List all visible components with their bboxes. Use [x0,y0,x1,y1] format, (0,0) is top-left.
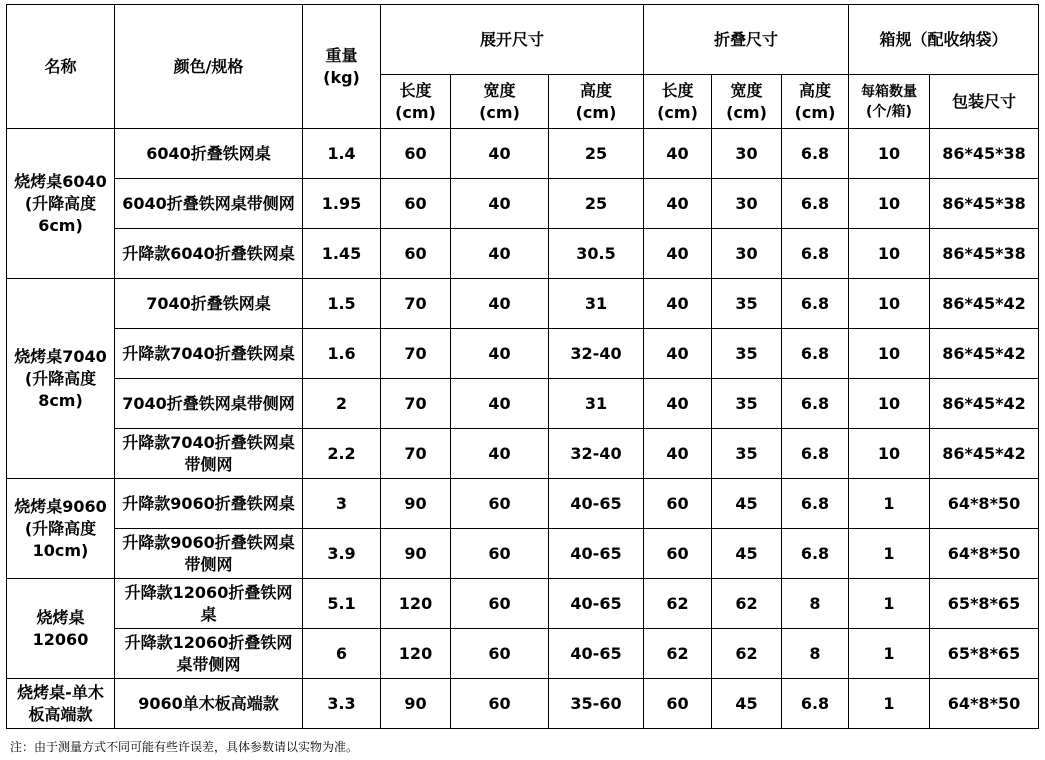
cell-folded-width: 45 [712,479,782,529]
cell-unfolded-length: 60 [381,179,451,229]
cell-unfolded-height: 40-65 [549,529,644,579]
cell-qty-per-carton: 10 [849,329,930,379]
cell-folded-length: 60 [644,529,712,579]
product-name-line: (升降高度 [24,193,97,213]
cell-unfolded-length: 90 [381,479,451,529]
product-name-line: 烧烤桌12060 [32,607,89,649]
table-row [7,629,1039,679]
cell-folded-height: 6.8 [782,179,849,229]
cell-pack-size: 86*45*38 [930,179,1039,229]
table-row [7,479,1039,529]
cell-product-name [7,129,115,279]
cell-unfolded-width: 40 [451,379,549,429]
product-name-line: (升降高度 [24,518,97,538]
cell-spec: 升降款6040折叠铁网桌 [115,229,303,279]
col-header-pack-size: 包装尺寸 [930,75,1039,129]
cell-weight: 1.5 [303,279,381,329]
footnote: 注：由于测量方式不同可能有些许误差，具体参数请以实物为准。 [10,740,359,754]
cell-qty-per-carton: 1 [849,579,930,629]
cell-unfolded-height: 30.5 [549,229,644,279]
cell-weight: 1.4 [303,129,381,179]
cell-folded-length: 40 [644,379,712,429]
cell-qty-per-carton: 1 [849,529,930,579]
cell-qty-per-carton: 10 [849,429,930,479]
table-row [7,229,1039,279]
height-label: 高度 [579,80,612,100]
cell-folded-width: 35 [712,279,782,329]
cell-spec: 7040折叠铁网桌 [115,279,303,329]
col-header-folded-width [712,75,782,129]
cell-unfolded-width: 60 [451,479,549,529]
cell-folded-height: 8 [782,579,849,629]
col-header-qty [849,75,930,129]
cell-folded-width: 30 [712,229,782,279]
cell-folded-width: 35 [712,379,782,429]
cell-unfolded-height: 40-65 [549,479,644,529]
cell-pack-size: 64*8*50 [930,479,1039,529]
table-row [7,329,1039,379]
qty-unit: (个/箱) [866,103,912,120]
table-row [7,429,1039,479]
cell-spec: 升降款9060折叠铁网桌带侧网 [115,529,303,579]
cell-unfolded-width: 60 [451,579,549,629]
product-name-line: 烧烤桌6040 [14,171,107,191]
cell-qty-per-carton: 10 [849,229,930,279]
cell-folded-width: 62 [712,629,782,679]
product-name-line: (升降高度 [24,368,97,388]
cell-folded-length: 40 [644,429,712,479]
cell-weight: 1.45 [303,229,381,279]
cell-pack-size: 86*45*38 [930,129,1039,179]
product-name-line: 板高端款 [28,704,93,724]
cell-unfolded-length: 60 [381,129,451,179]
cell-unfolded-height: 25 [549,179,644,229]
cell-spec: 7040折叠铁网桌带侧网 [115,379,303,429]
table-row [7,179,1039,229]
unit-label: (cm) [395,102,436,122]
cell-folded-width: 35 [712,329,782,379]
table-row [7,529,1039,579]
col-header-spec: 颜色/规格 [115,5,303,129]
cell-unfolded-length: 90 [381,679,451,729]
col-header-folded-length [644,75,712,129]
cell-folded-height: 6.8 [782,429,849,479]
cell-unfolded-length: 70 [381,279,451,329]
cell-spec: 升降款12060折叠铁网桌带侧网 [115,629,303,679]
product-name-line: 8cm) [38,390,83,410]
table-row [7,679,1039,729]
header-row-top [7,5,1039,75]
cell-unfolded-height: 31 [549,379,644,429]
cell-folded-height: 6.8 [782,679,849,729]
cell-unfolded-width: 40 [451,129,549,179]
cell-weight: 3 [303,479,381,529]
cell-folded-height: 6.8 [782,329,849,379]
cell-weight: 2.2 [303,429,381,479]
cell-qty-per-carton: 1 [849,679,930,729]
spec-table [6,4,1039,729]
qty-label: 每箱数量 [861,83,917,100]
cell-folded-height: 6.8 [782,529,849,579]
cell-folded-height: 6.8 [782,279,849,329]
width-label: 宽度 [483,80,516,100]
cell-unfolded-length: 70 [381,379,451,429]
cell-folded-height: 6.8 [782,229,849,279]
cell-pack-size: 86*45*42 [930,379,1039,429]
cell-pack-size: 65*8*65 [930,629,1039,679]
cell-unfolded-length: 120 [381,629,451,679]
cell-product-name [7,479,115,579]
cell-weight: 1.95 [303,179,381,229]
cell-weight: 6 [303,629,381,679]
cell-product-name [7,279,115,479]
col-header-name: 名称 [7,5,115,129]
cell-spec: 升降款12060折叠铁网桌 [115,579,303,629]
product-name-line: 10cm) [32,540,89,560]
length-label: 长度 [399,80,432,100]
cell-unfolded-width: 60 [451,629,549,679]
cell-unfolded-width: 60 [451,529,549,579]
table-body [7,129,1039,729]
cell-folded-length: 62 [644,629,712,679]
cell-pack-size: 86*45*42 [930,429,1039,479]
cell-unfolded-width: 60 [451,679,549,729]
cell-unfolded-length: 70 [381,329,451,379]
cell-product-name [7,679,115,729]
cell-unfolded-width: 40 [451,179,549,229]
cell-folded-width: 62 [712,579,782,629]
cell-unfolded-length: 120 [381,579,451,629]
cell-folded-width: 45 [712,679,782,729]
weight-label: 重量 [325,45,358,65]
product-name-line: 烧烤桌7040 [14,346,107,366]
col-header-carton: 箱规（配收纳袋） [849,5,1039,75]
cell-unfolded-width: 40 [451,429,549,479]
cell-unfolded-height: 32-40 [549,329,644,379]
cell-pack-size: 64*8*50 [930,529,1039,579]
table-row [7,579,1039,629]
cell-folded-width: 30 [712,129,782,179]
col-header-weight [303,5,381,129]
cell-folded-length: 40 [644,179,712,229]
unit-label: (cm) [657,102,698,122]
cell-unfolded-height: 25 [549,129,644,179]
cell-folded-length: 60 [644,479,712,529]
height-label: 高度 [798,80,831,100]
cell-spec: 9060单木板高端款 [115,679,303,729]
cell-folded-length: 62 [644,579,712,629]
cell-qty-per-carton: 10 [849,129,930,179]
cell-weight: 3.9 [303,529,381,579]
table-row [7,279,1039,329]
length-label: 长度 [661,80,694,100]
cell-qty-per-carton: 10 [849,279,930,329]
cell-weight: 5.1 [303,579,381,629]
cell-qty-per-carton: 10 [849,379,930,429]
cell-spec: 升降款9060折叠铁网桌 [115,479,303,529]
cell-weight: 2 [303,379,381,429]
unit-label: (cm) [794,102,836,122]
unit-label: (cm) [575,102,617,122]
cell-spec: 6040折叠铁网桌 [115,129,303,179]
cell-unfolded-height: 35-60 [549,679,644,729]
cell-folded-width: 35 [712,429,782,479]
cell-folded-width: 30 [712,179,782,229]
cell-unfolded-height: 31 [549,279,644,329]
cell-qty-per-carton: 1 [849,629,930,679]
product-name-line: 烧烤桌9060 [14,496,107,516]
col-header-unfolded-height [549,75,644,129]
cell-unfolded-height: 32-40 [549,429,644,479]
cell-spec: 升降款7040折叠铁网桌带侧网 [115,429,303,479]
cell-pack-size: 64*8*50 [930,679,1039,729]
table-row [7,379,1039,429]
cell-folded-height: 8 [782,629,849,679]
product-name-line: 6cm) [38,215,83,235]
cell-weight: 3.3 [303,679,381,729]
width-label: 宽度 [730,80,763,100]
col-header-folded-height [782,75,849,129]
cell-weight: 1.6 [303,329,381,379]
cell-spec: 6040折叠铁网桌带侧网 [115,179,303,229]
cell-pack-size: 86*45*42 [930,279,1039,329]
cell-unfolded-height: 40-65 [549,629,644,679]
cell-unfolded-width: 40 [451,329,549,379]
col-header-unfolded: 展开尺寸 [381,5,644,75]
cell-folded-length: 40 [644,329,712,379]
cell-folded-width: 45 [712,529,782,579]
cell-folded-height: 6.8 [782,379,849,429]
cell-folded-length: 60 [644,679,712,729]
col-header-unfolded-width [451,75,549,129]
weight-unit: (kg) [323,67,360,87]
cell-unfolded-width: 40 [451,279,549,329]
cell-qty-per-carton: 10 [849,179,930,229]
cell-folded-length: 40 [644,229,712,279]
cell-folded-length: 40 [644,279,712,329]
cell-unfolded-width: 40 [451,229,549,279]
cell-folded-height: 6.8 [782,479,849,529]
cell-pack-size: 86*45*38 [930,229,1039,279]
cell-unfolded-height: 40-65 [549,579,644,629]
cell-folded-length: 40 [644,129,712,179]
cell-pack-size: 65*8*65 [930,579,1039,629]
col-header-unfolded-length [381,75,451,129]
product-name-line: 烧烤桌-单木 [17,682,104,702]
cell-unfolded-length: 60 [381,229,451,279]
cell-unfolded-length: 90 [381,529,451,579]
cell-product-name [7,579,115,679]
cell-unfolded-length: 70 [381,429,451,479]
cell-pack-size: 86*45*42 [930,329,1039,379]
unit-label: (cm) [479,102,520,122]
col-header-folded: 折叠尺寸 [644,5,849,75]
unit-label: (cm) [726,102,767,122]
table-row [7,129,1039,179]
cell-folded-height: 6.8 [782,129,849,179]
cell-qty-per-carton: 1 [849,479,930,529]
cell-spec: 升降款7040折叠铁网桌 [115,329,303,379]
